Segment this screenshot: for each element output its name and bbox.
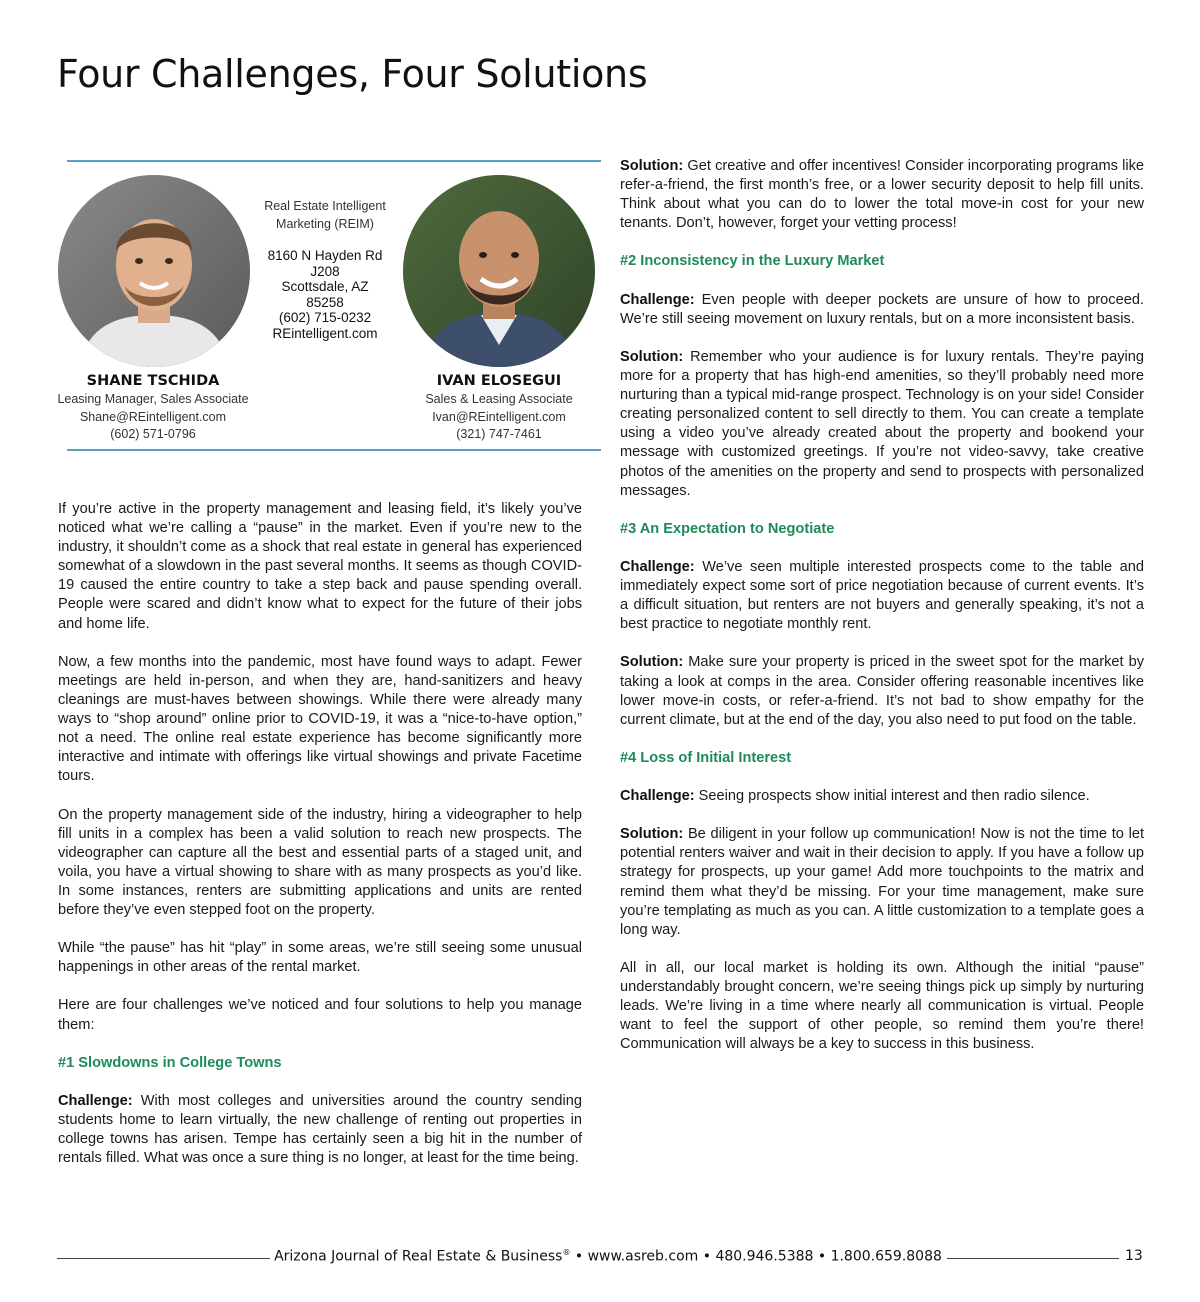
section-heading-3: #3 An Expectation to Negotiate [620, 520, 835, 537]
contact-card-shane [43, 372, 263, 444]
solution-label: Solution: [620, 158, 684, 174]
footer-rule-left [57, 1258, 270, 1259]
company-name-line2: Marketing (REIM) [276, 217, 374, 231]
contact-phone: (321) 747-7461 [456, 427, 542, 441]
challenge-text: Even people with deeper pockets are unsure of how to proceed. We’re still seeing movement on luxury rentals, but on a more inconsistent basis. [620, 291, 1144, 327]
person-portrait-icon [403, 175, 595, 367]
company-website: REintelligent.com [272, 325, 378, 341]
solution-text: Be diligent in your follow up communication! Now is not the time to let potential renters waiver and wait in their decision to apply. If you have a follow up strategy for prospects, up your game! Add more touchpoints to the matrix and remind them what they’d be missing. For your time management, make sure you’re templating as much as you can. A little customization to a template goes a long way. [620, 826, 1144, 938]
footer-journal: Arizona Journal of Real Estate & Business [274, 1248, 563, 1265]
contact-box-top-rule [67, 160, 601, 162]
contact-role: Leasing Manager, Sales Associate [57, 392, 249, 406]
company-name-line1: Real Estate Intelligent [264, 199, 386, 213]
closing-paragraph: All in all, our local market is holding its own. Although the initial “pause” understandably brought concern, we’re seeing things pick up simply by nurturing leads. We’re living in a time where nearly all communication is virtual. People want to feel the support of other people, so remind them you’re there! Communication will always be a key to success in this business. [620, 959, 1144, 1053]
company-address [255, 248, 395, 341]
solution-text: Get creative and offer incentives! Consider incorporating programs like refer-a-friend, the first month’s free, or a lower security deposit to help fill units. Think about what you can do to lower the total move-in cost for your new tenants. Don’t, however, forget your vetting process! [620, 158, 1144, 232]
challenge-1 [58, 1092, 582, 1168]
solution-label: Solution: [620, 654, 684, 671]
challenge-2 [620, 291, 1144, 329]
page-title: Four Challenges, Four Solutions [57, 52, 648, 96]
section-heading-4: #4 Loss of Initial Interest [620, 749, 792, 766]
challenge-label: Challenge: [58, 1092, 133, 1109]
challenge-text: With most colleges and universities around the country sending students home to learn virtually, the new challenge of renting out properties in college towns has arisen. Tempe has certainly seen a big hit in the number of rentals filled. What was once a sure thing is no longer, at least for the time being. [58, 1092, 582, 1167]
footer-rule-right [947, 1258, 1119, 1259]
solution-3 [620, 653, 1144, 729]
contact-card-ivan [389, 372, 609, 444]
intro-paragraph-3: On the property management side of the industry, hiring a videographer to help fill units in a complex has been a valid solution to reach new prospects. The videographer can capture all the best and essential parts of a staged unit, and voila, you have a virtual showing to share with as many prospects as you’d like. In some instances, renters are submitting applications and units are rented before they’ve even stepped foot on the property. [58, 806, 582, 918]
footer-details: • www.asreb.com • 480.946.5388 • 1.800.659.8088 [570, 1248, 942, 1265]
company-info [255, 197, 395, 233]
shane-tschida-photo [58, 175, 250, 367]
contact-role: Sales & Leasing Associate [425, 392, 573, 406]
address-zip: 85258 [306, 294, 344, 310]
solution-text: Make sure your property is priced in the sweet spot for the market by taking a look at comps in the area. Consider offering reasonable incentives like lower move-in costs, or refer-a-friend. It’s not bad to show empathy for the current climate, but at the end of the day, you also need to put food on the table. [620, 654, 1144, 728]
challenge-3 [620, 558, 1144, 634]
address-street: 8160 N Hayden Rd [267, 248, 383, 263]
challenge-label: Challenge: [620, 788, 695, 805]
challenge-text: Seeing prospects show initial interest and then radio silence. [698, 788, 1090, 805]
left-column [58, 500, 582, 1168]
challenge-4 [620, 787, 1144, 806]
intro-paragraph-5: Here are four challenges we’ve noticed and four solutions to help you manage them: [58, 997, 582, 1033]
contact-name: IVAN ELOSEGUI [436, 373, 562, 389]
challenge-label: Challenge: [620, 558, 695, 575]
solution-4 [620, 825, 1144, 940]
address-city: Scottsdale, AZ [281, 279, 369, 294]
contact-email[interactable]: Shane@REintelligent.com [79, 409, 227, 424]
challenge-label: Challenge: [620, 291, 695, 308]
footer-line [270, 1248, 946, 1265]
ivan-elosegui-photo [403, 175, 595, 367]
solution-text: Remember who your audience is for luxury rentals. They’re paying more for a property that has high-end amenities, so they’ll probably need more nurturing than a typical mid-range prospect. Technology is on your side! Consider creating personalized content to sell directly to them. You can create a template using a video you’ve already created about the property and bookend your message with customized greetings. If you’re not video-savvy, take creative photos of the amenities on the property and send to prospects with personalized messages. [620, 348, 1144, 499]
challenge-text: We’ve seen multiple interested prospects come to the table and immediately expect some sort of price negotiation because of current events. It’s a difficult situation, but renters are not buyers and generally speaking, it’s not a best practice to negotiate monthly rent. [620, 558, 1144, 633]
contact-email[interactable]: Ivan@REintelligent.com [432, 409, 566, 424]
solution-2 [620, 348, 1144, 501]
solution-1 [620, 157, 1144, 233]
address-suite: J208 [310, 263, 340, 279]
contact-box-bottom-rule [67, 449, 601, 451]
page-number: 13 [1125, 1248, 1143, 1264]
contact-name: SHANE TSCHIDA [86, 373, 220, 389]
intro-paragraph-2: Now, a few months into the pandemic, most have found ways to adapt. Fewer meetings are held in-person, and when they are, hand-sanitizers and heavy cleanings are must-haves between showings. While there were already many ways to “shop around” online prior to COVID-19, it was a “nice-to-have option,” not a need. The online real estate experience has become significantly more interactive and intimate with offerings like virtual showings and private Facetime tours. [58, 653, 582, 785]
intro-paragraph-1: If you’re active in the property management and leasing field, it’s likely you’ve noticed what we’re calling a “pause” in the market. Even if you’re new to the industry, it shouldn’t come as a shock that real estate in general has experienced somewhat of a slowdown in the past several months. It seems as though COVID-19 caused the entire country to take a step back and pause spending overall. People were scared and didn’t know what to expect for the future of their jobs and home life. [58, 501, 582, 632]
section-heading-1: #1 Slowdowns in College Towns [58, 1054, 282, 1071]
intro-paragraph-4: While “the pause” has hit “play” in some areas, we’re still seeing some unusual happenings in other areas of the rental market. [58, 940, 582, 976]
contact-phone: (602) 571-0796 [110, 427, 196, 441]
right-column [620, 157, 1144, 1054]
solution-label: Solution: [620, 348, 684, 365]
registered-mark: ® [562, 1248, 571, 1257]
section-heading-2: #2 Inconsistency in the Luxury Market [620, 253, 885, 270]
company-phone: (602) 715-0232 [278, 310, 372, 325]
person-portrait-icon [58, 175, 250, 367]
solution-label: Solution: [620, 826, 684, 843]
